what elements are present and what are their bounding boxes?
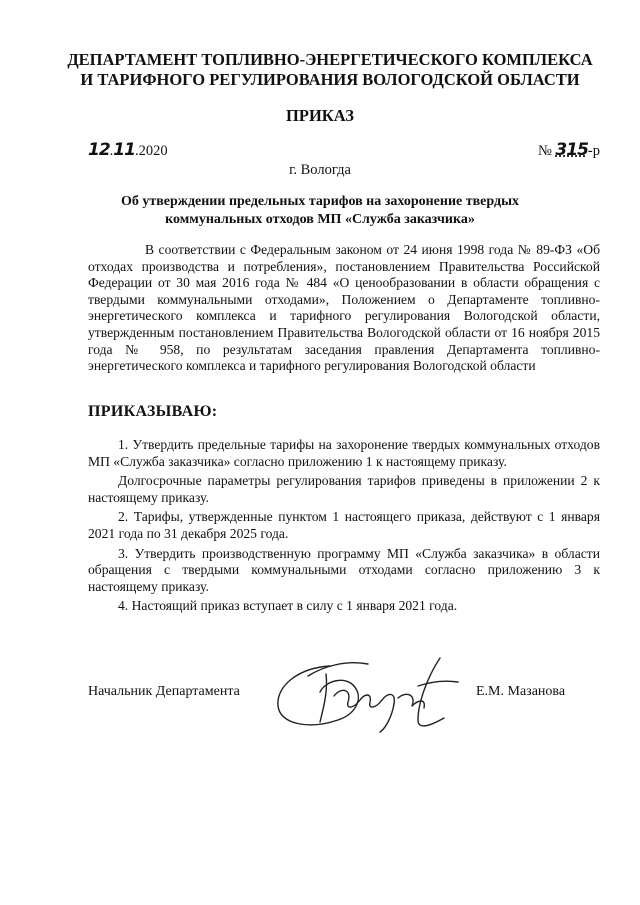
decree-item-1-note: Долгосрочные параметры регулирования тарифов приведены в приложении 2 к настоящему приказу. xyxy=(88,473,600,505)
order-date: 12.11.2020 xyxy=(88,140,168,160)
order-number xyxy=(538,140,600,160)
signatory-name: Е.М. Мазанова xyxy=(476,684,566,699)
order-subject xyxy=(90,193,550,229)
decree-word: ПРИКАЗЫВАЮ: xyxy=(88,403,218,420)
number-suffix: -р xyxy=(587,143,600,159)
decree-item-3: 3. Утвердить производственную программу МП «Служба заказчика» в области обращения с твердыми коммунальными отходами согласно приложению 3 к настоящему приказу. xyxy=(88,545,600,594)
date-month-handwritten: 11 xyxy=(113,140,135,160)
subject-line-2: коммунальных отходов МП «Служба заказчика» xyxy=(165,212,475,227)
subject-line-1: Об утверждении предельных тарифов на захоронение твердых xyxy=(120,194,520,209)
order-title: ПРИКАЗ xyxy=(286,106,354,125)
decree-item-4: 4. Настоящий приказ вступает в силу с 1 января 2021 года. xyxy=(118,598,458,614)
number-prefix: № xyxy=(537,143,552,159)
date-day-handwritten: 12 xyxy=(88,140,110,160)
number-handwritten: 315 xyxy=(555,140,588,160)
decree-items xyxy=(88,437,600,618)
preamble-paragraph: В соответствии с Федеральным законом от 24 июня 1998 года № 89-ФЗ «Об отходах производства и потребления», постановлением Правительства Российской Федерации от 30 мая 2016 года № 484 «О ценообразовании в области обращения с твердыми коммунальными отходами», Положением о Департаменте топливно-энергетического комплекса и тарифного регулирования Вологодской области, утвержденным постановлением Правительства Вологодской области от 16 ноября 2015 года № 958, по результатам заседания правления Департамента топливно-энергетического комплекса и тарифного регулирования Вологодской области xyxy=(88,242,600,374)
date-year: .2020 xyxy=(134,143,168,159)
decree-item-2: 2. Тарифы, утвержденные пунктом 1 настоящего приказа, действуют с 1 января 2021 года по 31 декабря 2025 года. xyxy=(88,509,600,541)
decree-item-1: 1. Утвердить предельные тарифы на захоронение твердых коммунальных отходов МП «Служба заказчика» согласно приложению 1 к настоящему приказу. xyxy=(88,437,600,469)
department-header xyxy=(60,50,600,90)
handwritten-signature xyxy=(268,646,468,736)
header-line-2: И ТАРИФНОГО РЕГУЛИРОВАНИЯ ВОЛОГОДСКОЙ ОБЛАСТИ xyxy=(80,70,580,89)
header-line-1: ДЕПАРТАМЕНТ ТОПЛИВНО-ЭНЕРГЕТИЧЕСКОГО КОМПЛЕКСА xyxy=(67,50,593,69)
signatory-role: Начальник Департамента xyxy=(88,684,240,699)
city: г. Вологда xyxy=(289,162,351,178)
